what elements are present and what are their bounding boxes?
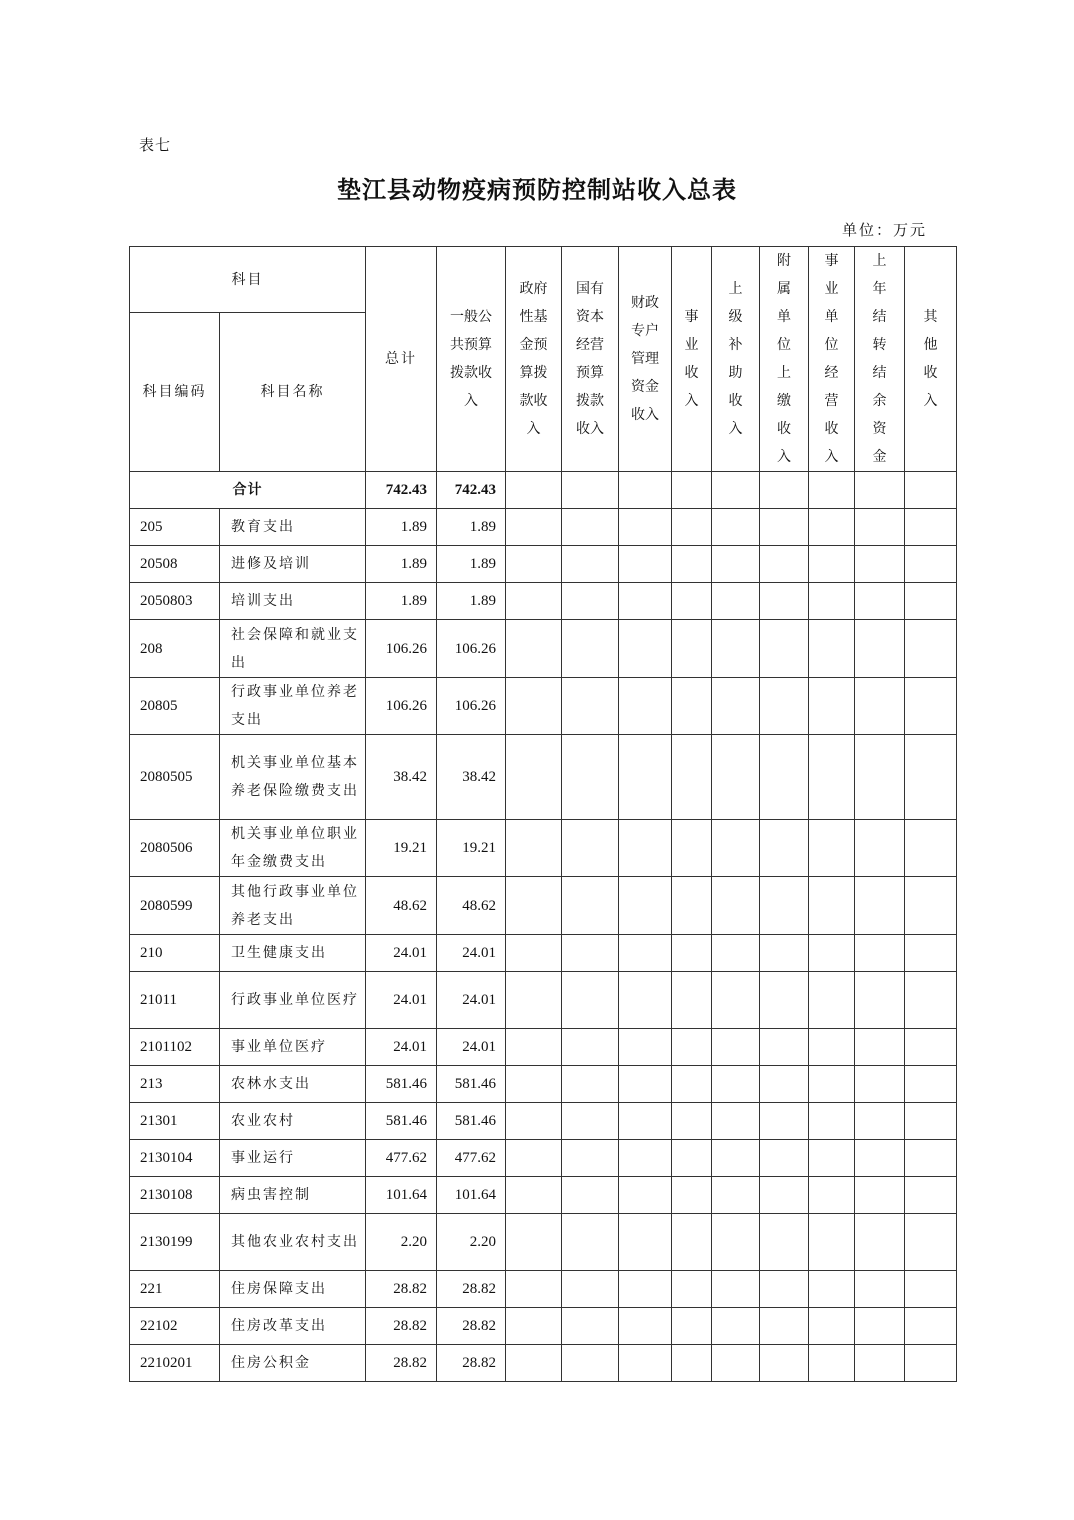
empty-cell bbox=[905, 1029, 957, 1066]
empty-cell bbox=[506, 678, 562, 735]
superior-subsidy-header: 上 级 补 助 收 入 bbox=[712, 247, 760, 472]
empty-cell bbox=[712, 735, 760, 820]
empty-cell bbox=[809, 1103, 855, 1140]
row-total: 24.01 bbox=[366, 972, 437, 1029]
empty-cell bbox=[760, 877, 809, 935]
fiscal-special-header: 财政 专户 管理 资金 收入 bbox=[619, 247, 672, 472]
empty-cell bbox=[672, 1345, 712, 1382]
empty-cell bbox=[905, 1177, 957, 1214]
empty-cell bbox=[672, 1029, 712, 1066]
empty-cell bbox=[619, 1066, 672, 1103]
table-row bbox=[130, 820, 957, 877]
empty-cell bbox=[619, 1140, 672, 1177]
empty-cell bbox=[562, 1345, 619, 1382]
empty-cell bbox=[562, 935, 619, 972]
row-general-budget: 2.20 bbox=[437, 1214, 506, 1271]
empty-cell bbox=[760, 1140, 809, 1177]
empty-cell bbox=[562, 1066, 619, 1103]
empty-cell bbox=[619, 735, 672, 820]
row-total: 581.46 bbox=[366, 1066, 437, 1103]
subject-header: 科目 bbox=[130, 247, 366, 313]
empty-cell bbox=[905, 546, 957, 583]
table-number: 表七 bbox=[139, 136, 172, 154]
row-general-budget: 106.26 bbox=[437, 678, 506, 735]
row-total: 101.64 bbox=[366, 1177, 437, 1214]
table-row bbox=[130, 1066, 957, 1103]
empty-cell bbox=[855, 472, 905, 509]
row-name: 社会保障和就业支出 bbox=[220, 620, 366, 678]
empty-cell bbox=[760, 546, 809, 583]
income-summary-table bbox=[129, 246, 957, 1382]
row-total: 24.01 bbox=[366, 935, 437, 972]
empty-cell bbox=[855, 1066, 905, 1103]
row-code: 2080506 bbox=[130, 820, 220, 877]
empty-cell bbox=[712, 1066, 760, 1103]
row-code: 21301 bbox=[130, 1103, 220, 1140]
row-name: 住房改革支出 bbox=[220, 1308, 366, 1345]
total-row bbox=[130, 472, 957, 509]
row-general-budget: 1.89 bbox=[437, 546, 506, 583]
table-row bbox=[130, 583, 957, 620]
empty-cell bbox=[619, 877, 672, 935]
empty-cell bbox=[672, 678, 712, 735]
row-name: 培训支出 bbox=[220, 583, 366, 620]
page-title: 垫江县动物疫病预防控制站收入总表 bbox=[337, 175, 737, 204]
empty-cell bbox=[855, 935, 905, 972]
unit-label: 单位：万元 bbox=[842, 221, 928, 239]
empty-cell bbox=[562, 1029, 619, 1066]
empty-cell bbox=[760, 1103, 809, 1140]
empty-cell bbox=[809, 735, 855, 820]
empty-cell bbox=[712, 1029, 760, 1066]
empty-cell bbox=[905, 1214, 957, 1271]
other-income-header: 其 他 收 入 bbox=[905, 247, 957, 472]
row-total: 477.62 bbox=[366, 1140, 437, 1177]
row-general-budget: 19.21 bbox=[437, 820, 506, 877]
empty-cell bbox=[672, 1177, 712, 1214]
empty-cell bbox=[562, 877, 619, 935]
empty-cell bbox=[619, 620, 672, 678]
empty-cell bbox=[809, 877, 855, 935]
empty-cell bbox=[672, 1140, 712, 1177]
empty-cell bbox=[809, 1308, 855, 1345]
empty-cell bbox=[619, 1271, 672, 1308]
row-name: 事业单位医疗 bbox=[220, 1029, 366, 1066]
row-name: 住房保障支出 bbox=[220, 1271, 366, 1308]
empty-cell bbox=[855, 1214, 905, 1271]
empty-cell bbox=[672, 1066, 712, 1103]
empty-cell bbox=[760, 735, 809, 820]
empty-cell bbox=[905, 820, 957, 877]
row-name: 卫生健康支出 bbox=[220, 935, 366, 972]
empty-cell bbox=[619, 1214, 672, 1271]
empty-cell bbox=[506, 877, 562, 935]
row-general-budget: 1.89 bbox=[437, 583, 506, 620]
empty-cell bbox=[905, 509, 957, 546]
row-total: 106.26 bbox=[366, 678, 437, 735]
row-total: 38.42 bbox=[366, 735, 437, 820]
general-value: 742.43 bbox=[437, 472, 506, 509]
empty-cell bbox=[809, 1271, 855, 1308]
empty-cell bbox=[712, 1214, 760, 1271]
table-row bbox=[130, 1345, 957, 1382]
empty-cell bbox=[855, 972, 905, 1029]
row-total: 19.21 bbox=[366, 820, 437, 877]
business-income-header: 事 业 收 入 bbox=[672, 247, 712, 472]
empty-cell bbox=[712, 1271, 760, 1308]
empty-cell bbox=[712, 1345, 760, 1382]
table-row bbox=[130, 1271, 957, 1308]
table-row bbox=[130, 1214, 957, 1271]
empty-cell bbox=[562, 1214, 619, 1271]
empty-cell bbox=[760, 1029, 809, 1066]
empty-cell bbox=[619, 1345, 672, 1382]
empty-cell bbox=[506, 935, 562, 972]
empty-cell bbox=[712, 678, 760, 735]
empty-cell bbox=[905, 1308, 957, 1345]
empty-cell bbox=[562, 735, 619, 820]
row-code: 22102 bbox=[130, 1308, 220, 1345]
empty-cell bbox=[905, 935, 957, 972]
empty-cell bbox=[855, 1103, 905, 1140]
row-code: 2130199 bbox=[130, 1214, 220, 1271]
empty-cell bbox=[809, 472, 855, 509]
row-total: 2.20 bbox=[366, 1214, 437, 1271]
table-row bbox=[130, 1308, 957, 1345]
empty-cell bbox=[809, 620, 855, 678]
empty-cell bbox=[712, 583, 760, 620]
table-row bbox=[130, 877, 957, 935]
empty-cell bbox=[905, 1140, 957, 1177]
empty-cell bbox=[712, 972, 760, 1029]
row-total: 28.82 bbox=[366, 1345, 437, 1382]
row-total: 28.82 bbox=[366, 1308, 437, 1345]
row-general-budget: 581.46 bbox=[437, 1066, 506, 1103]
empty-cell bbox=[619, 820, 672, 877]
row-general-budget: 581.46 bbox=[437, 1103, 506, 1140]
carryover-header: 上 年 结 转 结 余 资 金 bbox=[855, 247, 905, 472]
row-code: 2210201 bbox=[130, 1345, 220, 1382]
empty-cell bbox=[855, 1029, 905, 1066]
row-general-budget: 24.01 bbox=[437, 935, 506, 972]
row-name: 农林水支出 bbox=[220, 1066, 366, 1103]
empty-cell bbox=[619, 678, 672, 735]
empty-cell bbox=[619, 1308, 672, 1345]
empty-cell bbox=[712, 509, 760, 546]
row-code: 21011 bbox=[130, 972, 220, 1029]
empty-cell bbox=[760, 1308, 809, 1345]
empty-cell bbox=[712, 472, 760, 509]
row-code: 210 bbox=[130, 935, 220, 972]
table-row bbox=[130, 1140, 957, 1177]
empty-cell bbox=[809, 1345, 855, 1382]
empty-cell bbox=[619, 1103, 672, 1140]
empty-cell bbox=[809, 678, 855, 735]
table-row bbox=[130, 1103, 957, 1140]
empty-cell bbox=[855, 583, 905, 620]
empty-cell bbox=[855, 1308, 905, 1345]
table-row bbox=[130, 1029, 957, 1066]
empty-cell bbox=[712, 1140, 760, 1177]
empty-cell bbox=[672, 620, 712, 678]
empty-cell bbox=[905, 583, 957, 620]
empty-cell bbox=[619, 1029, 672, 1066]
empty-cell bbox=[760, 1345, 809, 1382]
row-code: 2130108 bbox=[130, 1177, 220, 1214]
empty-cell bbox=[712, 877, 760, 935]
row-code: 213 bbox=[130, 1066, 220, 1103]
empty-cell bbox=[855, 1177, 905, 1214]
row-total: 1.89 bbox=[366, 583, 437, 620]
empty-cell bbox=[506, 820, 562, 877]
row-total: 48.62 bbox=[366, 877, 437, 935]
empty-cell bbox=[760, 472, 809, 509]
empty-cell bbox=[712, 820, 760, 877]
row-code: 2050803 bbox=[130, 583, 220, 620]
empty-cell bbox=[672, 546, 712, 583]
empty-cell bbox=[672, 472, 712, 509]
row-code: 2080599 bbox=[130, 877, 220, 935]
empty-cell bbox=[855, 1140, 905, 1177]
empty-cell bbox=[905, 877, 957, 935]
empty-cell bbox=[672, 509, 712, 546]
empty-cell bbox=[905, 1066, 957, 1103]
empty-cell bbox=[809, 1140, 855, 1177]
empty-cell bbox=[506, 1103, 562, 1140]
empty-cell bbox=[712, 546, 760, 583]
empty-cell bbox=[760, 1066, 809, 1103]
empty-cell bbox=[905, 620, 957, 678]
empty-cell bbox=[506, 1345, 562, 1382]
row-general-budget: 477.62 bbox=[437, 1140, 506, 1177]
row-general-budget: 1.89 bbox=[437, 509, 506, 546]
row-general-budget: 24.01 bbox=[437, 972, 506, 1029]
empty-cell bbox=[809, 972, 855, 1029]
row-code: 2130104 bbox=[130, 1140, 220, 1177]
table-row bbox=[130, 1177, 957, 1214]
row-name: 行政事业单位养老支出 bbox=[220, 678, 366, 735]
empty-cell bbox=[905, 1103, 957, 1140]
empty-cell bbox=[855, 820, 905, 877]
empty-cell bbox=[672, 972, 712, 1029]
total-header: 总计 bbox=[366, 247, 437, 472]
empty-cell bbox=[506, 735, 562, 820]
empty-cell bbox=[506, 583, 562, 620]
row-general-budget: 101.64 bbox=[437, 1177, 506, 1214]
row-name: 农业农村 bbox=[220, 1103, 366, 1140]
empty-cell bbox=[506, 509, 562, 546]
row-code: 20508 bbox=[130, 546, 220, 583]
empty-cell bbox=[562, 472, 619, 509]
row-code: 2101102 bbox=[130, 1029, 220, 1066]
row-general-budget: 28.82 bbox=[437, 1271, 506, 1308]
row-general-budget: 24.01 bbox=[437, 1029, 506, 1066]
empty-cell bbox=[905, 972, 957, 1029]
row-code: 2080505 bbox=[130, 735, 220, 820]
empty-cell bbox=[506, 1140, 562, 1177]
total-label: 合计 bbox=[130, 472, 366, 509]
empty-cell bbox=[562, 546, 619, 583]
empty-cell bbox=[905, 1271, 957, 1308]
empty-cell bbox=[562, 1271, 619, 1308]
empty-cell bbox=[506, 1271, 562, 1308]
empty-cell bbox=[672, 735, 712, 820]
empty-cell bbox=[672, 1214, 712, 1271]
empty-cell bbox=[562, 620, 619, 678]
general-budget-header: 一般公 共预算 拨款收 入 bbox=[437, 247, 506, 472]
empty-cell bbox=[809, 509, 855, 546]
empty-cell bbox=[506, 972, 562, 1029]
empty-cell bbox=[809, 546, 855, 583]
row-name: 病虫害控制 bbox=[220, 1177, 366, 1214]
empty-cell bbox=[809, 935, 855, 972]
row-name: 其他农业农村支出 bbox=[220, 1214, 366, 1271]
table-row bbox=[130, 972, 957, 1029]
empty-cell bbox=[760, 1177, 809, 1214]
empty-cell bbox=[760, 820, 809, 877]
empty-cell bbox=[619, 509, 672, 546]
empty-cell bbox=[760, 620, 809, 678]
row-code: 208 bbox=[130, 620, 220, 678]
empty-cell bbox=[672, 583, 712, 620]
empty-cell bbox=[712, 1177, 760, 1214]
row-name: 进修及培训 bbox=[220, 546, 366, 583]
code-header: 科目编码 bbox=[130, 313, 220, 472]
row-total: 28.82 bbox=[366, 1271, 437, 1308]
row-name: 其他行政事业单位养老支出 bbox=[220, 877, 366, 935]
empty-cell bbox=[809, 1066, 855, 1103]
empty-cell bbox=[619, 472, 672, 509]
empty-cell bbox=[506, 1214, 562, 1271]
empty-cell bbox=[672, 820, 712, 877]
row-total: 581.46 bbox=[366, 1103, 437, 1140]
header-row-1 bbox=[130, 247, 957, 313]
empty-cell bbox=[562, 1103, 619, 1140]
empty-cell bbox=[619, 1177, 672, 1214]
empty-cell bbox=[506, 1066, 562, 1103]
empty-cell bbox=[905, 472, 957, 509]
table-row bbox=[130, 509, 957, 546]
row-total: 1.89 bbox=[366, 546, 437, 583]
empty-cell bbox=[672, 1308, 712, 1345]
row-general-budget: 106.26 bbox=[437, 620, 506, 678]
empty-cell bbox=[905, 678, 957, 735]
empty-cell bbox=[619, 935, 672, 972]
affiliated-header: 附 属 单 位 上 缴 收 入 bbox=[760, 247, 809, 472]
row-name: 机关事业单位基本养老保险缴费支出 bbox=[220, 735, 366, 820]
row-name: 机关事业单位职业年金缴费支出 bbox=[220, 820, 366, 877]
row-general-budget: 48.62 bbox=[437, 877, 506, 935]
empty-cell bbox=[809, 820, 855, 877]
empty-cell bbox=[506, 1308, 562, 1345]
row-general-budget: 28.82 bbox=[437, 1345, 506, 1382]
empty-cell bbox=[712, 935, 760, 972]
empty-cell bbox=[760, 509, 809, 546]
table-row bbox=[130, 678, 957, 735]
empty-cell bbox=[712, 620, 760, 678]
empty-cell bbox=[855, 735, 905, 820]
table-row bbox=[130, 546, 957, 583]
empty-cell bbox=[562, 583, 619, 620]
empty-cell bbox=[506, 472, 562, 509]
empty-cell bbox=[712, 1308, 760, 1345]
empty-cell bbox=[760, 583, 809, 620]
empty-cell bbox=[619, 583, 672, 620]
table-row bbox=[130, 935, 957, 972]
row-name: 事业运行 bbox=[220, 1140, 366, 1177]
row-code: 221 bbox=[130, 1271, 220, 1308]
empty-cell bbox=[506, 620, 562, 678]
empty-cell bbox=[809, 1214, 855, 1271]
gov-fund-header: 政府 性基 金预 算拨 款收 入 bbox=[506, 247, 562, 472]
empty-cell bbox=[672, 935, 712, 972]
empty-cell bbox=[562, 509, 619, 546]
operating-header: 事 业 单 位 经 营 收 入 bbox=[809, 247, 855, 472]
row-name: 住房公积金 bbox=[220, 1345, 366, 1382]
empty-cell bbox=[855, 509, 905, 546]
row-code: 205 bbox=[130, 509, 220, 546]
empty-cell bbox=[855, 1345, 905, 1382]
name-header: 科目名称 bbox=[220, 313, 366, 472]
empty-cell bbox=[562, 678, 619, 735]
empty-cell bbox=[855, 546, 905, 583]
row-general-budget: 38.42 bbox=[437, 735, 506, 820]
empty-cell bbox=[619, 972, 672, 1029]
table-row bbox=[130, 735, 957, 820]
empty-cell bbox=[562, 1308, 619, 1345]
empty-cell bbox=[562, 1140, 619, 1177]
empty-cell bbox=[855, 678, 905, 735]
empty-cell bbox=[760, 678, 809, 735]
empty-cell bbox=[619, 546, 672, 583]
empty-cell bbox=[712, 1103, 760, 1140]
row-name: 教育支出 bbox=[220, 509, 366, 546]
row-name: 行政事业单位医疗 bbox=[220, 972, 366, 1029]
empty-cell bbox=[760, 972, 809, 1029]
empty-cell bbox=[809, 583, 855, 620]
empty-cell bbox=[506, 546, 562, 583]
empty-cell bbox=[760, 935, 809, 972]
empty-cell bbox=[905, 735, 957, 820]
empty-cell bbox=[562, 972, 619, 1029]
empty-cell bbox=[809, 1177, 855, 1214]
total-value: 742.43 bbox=[366, 472, 437, 509]
empty-cell bbox=[562, 820, 619, 877]
row-code: 20805 bbox=[130, 678, 220, 735]
row-general-budget: 28.82 bbox=[437, 1308, 506, 1345]
empty-cell bbox=[760, 1271, 809, 1308]
row-total: 106.26 bbox=[366, 620, 437, 678]
empty-cell bbox=[905, 1345, 957, 1382]
empty-cell bbox=[506, 1029, 562, 1066]
empty-cell bbox=[855, 1271, 905, 1308]
empty-cell bbox=[562, 1177, 619, 1214]
empty-cell bbox=[760, 1214, 809, 1271]
empty-cell bbox=[809, 1029, 855, 1066]
row-total: 1.89 bbox=[366, 509, 437, 546]
empty-cell bbox=[506, 1177, 562, 1214]
empty-cell bbox=[672, 877, 712, 935]
state-capital-header: 国有 资本 经营 预算 拨款 收入 bbox=[562, 247, 619, 472]
empty-cell bbox=[672, 1103, 712, 1140]
row-total: 24.01 bbox=[366, 1029, 437, 1066]
empty-cell bbox=[855, 877, 905, 935]
empty-cell bbox=[672, 1271, 712, 1308]
table-row bbox=[130, 620, 957, 678]
empty-cell bbox=[855, 620, 905, 678]
